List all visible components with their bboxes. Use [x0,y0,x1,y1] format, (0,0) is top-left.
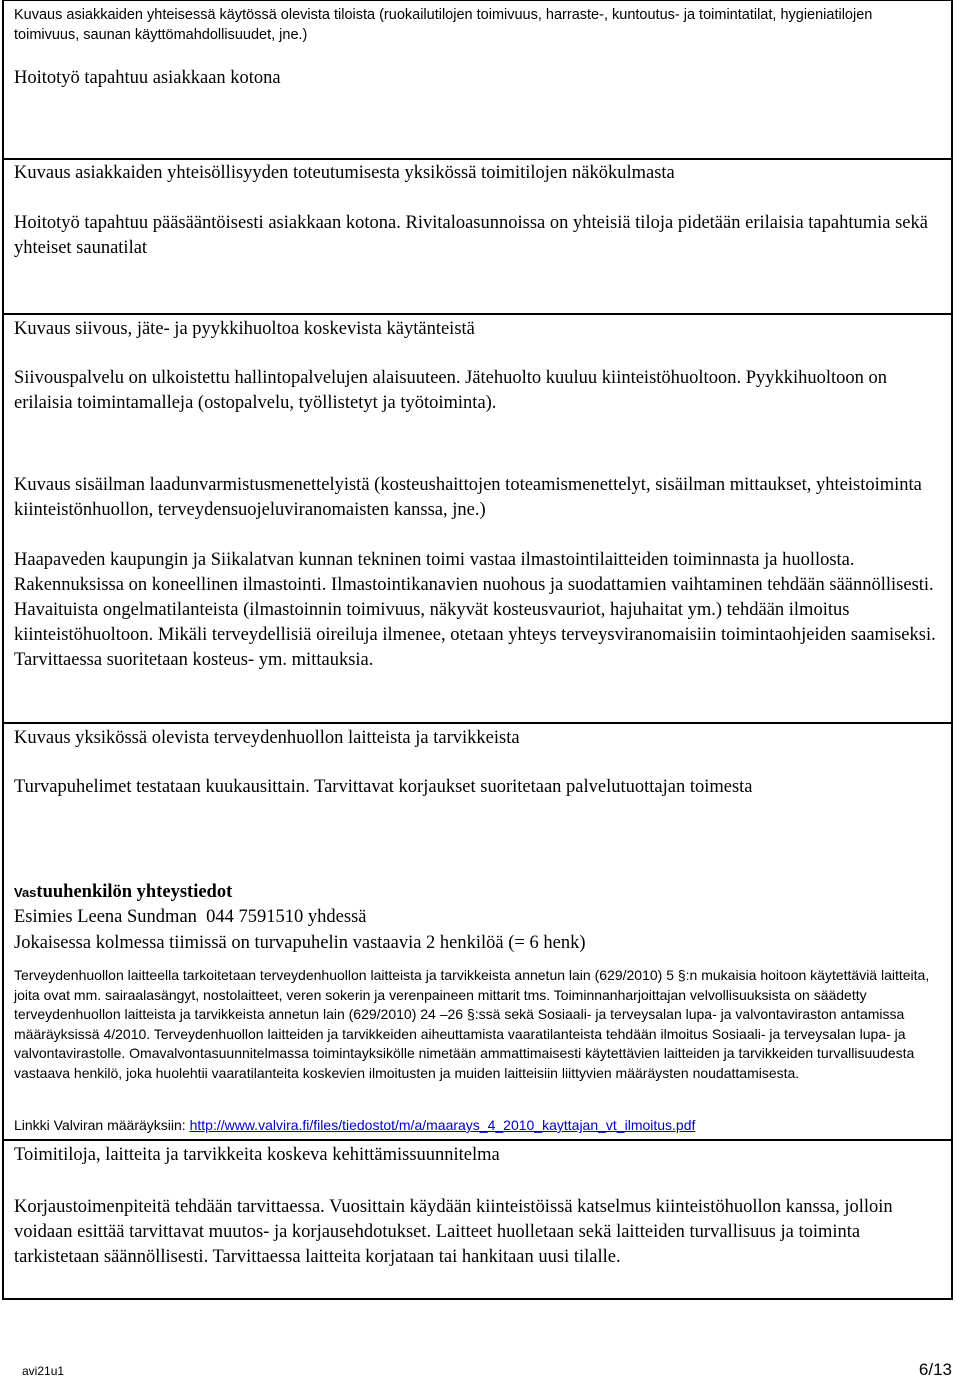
responsible-heading [14,880,941,905]
section-cleaning [4,313,951,463]
section-community [4,158,951,315]
valvira-link-label: Linkki Valviran määräyksiin: [14,1117,190,1133]
section-responsible-person [4,877,951,1141]
responsible-line-1: Esimies Leena Sundman 044 7591510 yhdessä [14,907,367,927]
valvira-link-line [14,1116,941,1135]
devices-heading: Kuvaus yksikössä olevista terveydenhuollon laitteista ja tarvikkeista [14,728,520,748]
devices-info-text: Terveydenhuollon laitteella tarkoitetaan terveydenhuollon laitteista ja tarvikkeista annetun lain (629/2010) 5 §:n mukaisia hoitoon käytettäviä laitteita, joita ovat mm. sairaalasängyt, nostolaitteet, veren sokerin ja verenpaineen mittarit tms. Toiminnanharjoittajan velvollisuuksista on säädetty terveydenhuollon laitteista ja tarvikkeista annetun lain (629/2010) 24 –26 §:ssä sekä Sosiaali- ja terveysalan lupa- ja valvontaviraston antamissa määräyksissä 4/2010. Terveydenhuollon laitteiden ja tarvikkeiden aiheuttamista vaaratilanteista tehdään ilmoitus Sosiaali- ja terveysalan lupa- ja valvontavirastolle. Omavalvontasuunnitelmassa toimintayksikölle nimetään ammattimaisesti käytettävien laitteiden ja tarvikkeiden turvallisuudesta vastaava henkilö, joka huolehtii vaaratilanteita koskevien ilmoitusten ja muiden laitteisiin liittyvien määräysten noudattamisesta. [14,967,930,1081]
cleaning-heading: Kuvaus siivous, jäte- ja pyykkihuoltoa koskevista käytänteistä [14,319,475,339]
common-spaces-body: Hoitotyö tapahtuu asiakkaan kotona [14,68,281,88]
community-body: Hoitotyö tapahtuu pääsääntöisesti asiakkaan kotona. Rivitaloasunnoissa on yhteisiä tiloja pidetään erilaisia tapahtumia sekä yhteiset saunatilat [14,213,928,258]
responsible-heading-rest: tuuhenkilön yhteystiedot [36,882,233,902]
devices-body: Turvapuhelimet testataan kuukausittain. Tarvittavat korjaukset suoritetaan palvelutuottajan toimesta [14,777,753,797]
indoor-air-body: Haapaveden kaupungin ja Siikalatvan kunnan tekninen toimi vastaa ilmastointilaitteiden toiminnasta ja huollosta. Rakennuksissa on koneellinen ilmastointi. Ilmastointikanavien nuohous ja suodattamien vaihtaminen tehdään säännöllisesti. Havaituista ongelmatilanteista (ilmastoinnin toimivuus, näkyvät kosteusvauriot, hajuhaitat ym.) tehdään ilmoitus kiinteistöhuoltoon. Mikäli terveydellisiä oireiluja ilmenee, otetaan yhteys terveysviranomaisiin toimintaohjeiden saamiseksi. Tarvittaessa suoritetaan kosteus- ym. mittauksia. [14,550,936,670]
development-body: Korjaustoimenpiteitä tehdään tarvittaessa. Vuosittain käydään kiinteistöissä katselmus kiinteistöhuollon kanssa, jolloin voidaan esittää tarvittavat muutos- ja korjausehdotukset. Laitteet huolletaan sekä laitteiden turvallisuus ja toiminta tarkistetaan säännöllisesti. Tarvittaessa laitteita korjataan tai hankitaan uusi tilalle. [14,1197,893,1267]
section-indoor-air [4,463,951,724]
indoor-air-heading: Kuvaus sisäilman laadunvarmistusmenettelyistä (kosteushaittojen toteamismenettelyt, sisäilman mittaukset, yhteistoiminta kiinteistönhuollon, terveydensuojeluviranomaisten kanssa, jne.) [14,475,922,520]
section-common-spaces [4,1,951,160]
cleaning-body: Siivouspalvelu on ulkoistettu hallintopalvelujen alaisuuteen. Jätehuolto kuuluu kiinteistöhuoltoon. Pyykkihuoltoon on erilaisia toimintamalleja (ostopalvelu, työllistetyt ja työtoiminta). [14,368,888,413]
footer-page-number: 6/13 [918,1360,952,1379]
development-heading: Toimitiloja, laitteita ja tarvikkeita koskeva kehittämissuunnitelma [14,1145,500,1165]
community-heading: Kuvaus asiakkaiden yhteisöllisyyden toteutumisesta yksikössä toimitilojen näkökulmasta [14,163,675,183]
document-frame [2,0,953,1300]
section-devices [4,722,951,877]
section-development-plan [4,1139,951,1299]
footer-doc-code: avi21u1 [22,1364,65,1378]
responsible-heading-prefix: Vas [14,885,37,900]
common-spaces-heading: Kuvaus asiakkaiden yhteisessä käytössä olevista tiloista (ruokailutilojen toimivuus, harraste-, kuntoutus- ja toimintatilat, hygieniatilojen toimivuus, saunan käyttömahdollisuudet, jne.) [14,7,873,43]
responsible-line-2: Jokaisessa kolmessa tiimissä on turvapuhelin vastaavia 2 henkilöä (= 6 henk) [14,933,586,953]
valvira-link[interactable]: http://www.valvira.fi/files/tiedostot/m/a/maarays_4_2010_kayttajan_vt_ilmoitus.pdf [189,1117,696,1133]
